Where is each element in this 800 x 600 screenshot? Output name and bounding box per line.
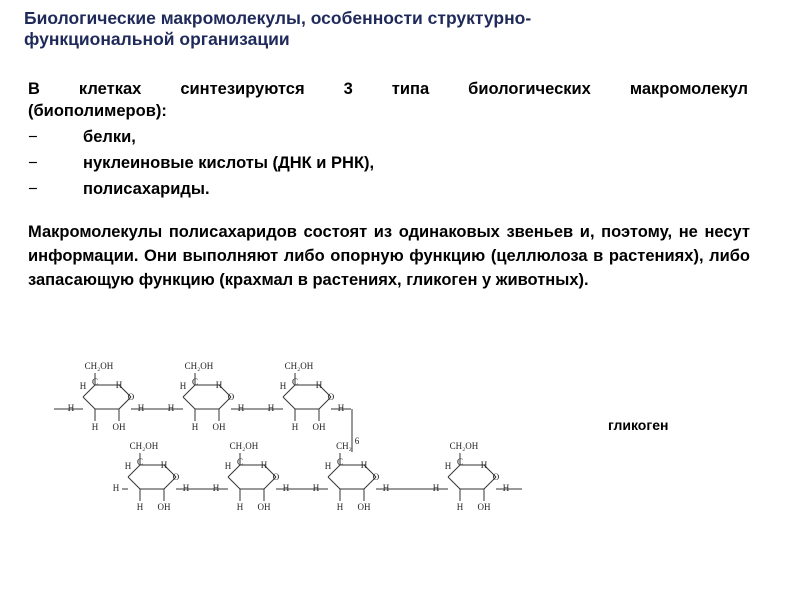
hydrogen-label: H (502, 483, 510, 493)
hydrogen-label: H (480, 460, 488, 470)
ch2-label: CH₂ (336, 441, 352, 451)
hydrogen-label: H (236, 502, 244, 512)
ring-bond (228, 477, 240, 489)
intro-line-1: В клетках синтезируются 3 типа биологических макромолекул (28, 80, 748, 98)
carbon-label: C (236, 457, 244, 467)
hydrogen-label: H (136, 502, 144, 512)
branch-position-label: 6 (354, 436, 360, 446)
hydroxyl-label: OH (477, 502, 491, 512)
hydrogen-label: H (179, 381, 187, 391)
hydrogen-label: H (67, 403, 75, 413)
list-item (28, 176, 374, 202)
hydrogen-label: H (215, 380, 223, 390)
hydroxyl-label: OH (212, 422, 226, 432)
hydrogen-label: H (91, 422, 99, 432)
hydrogen-label: H (456, 502, 464, 512)
glycogen-label: гликоген (608, 417, 669, 433)
carbon-label: C (291, 377, 299, 387)
macromolecule-list (28, 124, 374, 202)
ch2oh-label: CH₂OH (84, 361, 114, 371)
ring-bond (83, 397, 95, 409)
slide-title: Биологические макромолекулы, особенности структурно-функциональной организации (24, 8, 532, 49)
list-item-text: нуклеиновые кислоты (ДНК и РНК), (83, 154, 375, 172)
ring-bond (283, 397, 295, 409)
ring-bond (328, 477, 340, 489)
ring-oxygen-label: O (492, 472, 500, 482)
ring-bond (448, 477, 460, 489)
intro-text (28, 78, 748, 122)
hydrogen-label: H (337, 403, 345, 413)
hydroxyl-label: OH (112, 422, 126, 432)
hydrogen-label: H (315, 380, 323, 390)
hydrogen-label: H (212, 483, 220, 493)
hydrogen-label: H (124, 461, 132, 471)
hydroxyl-label: OH (357, 502, 371, 512)
bullet-dash: − (28, 180, 38, 198)
ring-oxygen-label: O (372, 472, 380, 482)
glycogen-structure-diagram (52, 352, 552, 527)
intro-line-2: (биополимеров): (28, 102, 167, 120)
hydroxyl-label: OH (257, 502, 271, 512)
ch2oh-label: CH₂OH (449, 441, 479, 451)
list-item (28, 124, 374, 150)
hydrogen-label: H (182, 483, 190, 493)
ring-oxygen-label: O (172, 472, 180, 482)
list-item (28, 150, 374, 176)
carbon-label: C (456, 457, 464, 467)
hydrogen-label: H (137, 403, 145, 413)
ring-oxygen-label: O (327, 392, 335, 402)
ring-oxygen-label: O (227, 392, 235, 402)
carbon-label: C (336, 457, 344, 467)
bullet-dash: − (28, 154, 38, 172)
polysaccharide-paragraph: Макромолекулы полисахаридов состоят из одинаковых звеньев и, поэтому, не несут информации. Они выполняют либо опорную функцию (целлюлоза в растениях), либо запасающую функцию (крахмал в растениях, гликоген у животных). (28, 223, 750, 289)
hydrogen-label: H (444, 461, 452, 471)
hydrogen-label: H (279, 381, 287, 391)
hydrogen-label: H (267, 403, 275, 413)
hydrogen-label: H (336, 502, 344, 512)
ch2oh-label: CH₂OH (184, 361, 214, 371)
hydrogen-label: H (282, 483, 290, 493)
hydrogen-label: H (360, 460, 368, 470)
carbon-label: C (136, 457, 144, 467)
hydrogen-label: H (79, 381, 87, 391)
ring-bond (183, 397, 195, 409)
list-item-text: белки, (83, 128, 136, 146)
hydrogen-label: H (160, 460, 168, 470)
hydrogen-label: H (432, 483, 440, 493)
hydrogen-label: H (291, 422, 299, 432)
hydrogen-label: H (382, 483, 390, 493)
bullet-dash: − (28, 128, 38, 146)
ring-oxygen-label: O (272, 472, 280, 482)
hydrogen-label: H (324, 461, 332, 471)
hydrogen-label: H (237, 403, 245, 413)
ring-bond (128, 477, 140, 489)
carbon-label: C (91, 377, 99, 387)
hydrogen-label: H (312, 483, 320, 493)
ring-oxygen-label: O (127, 392, 135, 402)
hydrogen-label: H (191, 422, 199, 432)
hydrogen-label: H (112, 483, 120, 493)
hydrogen-label: H (260, 460, 268, 470)
list-item-text: полисахариды. (83, 180, 210, 198)
hydroxyl-label: OH (312, 422, 326, 432)
ch2oh-label: CH₂OH (284, 361, 314, 371)
ch2oh-label: CH₂OH (129, 441, 159, 451)
carbon-label: C (191, 377, 199, 387)
hydroxyl-label: OH (157, 502, 171, 512)
hydrogen-label: H (224, 461, 232, 471)
ch2oh-label: CH₂OH (229, 441, 259, 451)
hydrogen-label: H (167, 403, 175, 413)
hydrogen-label: H (115, 380, 123, 390)
